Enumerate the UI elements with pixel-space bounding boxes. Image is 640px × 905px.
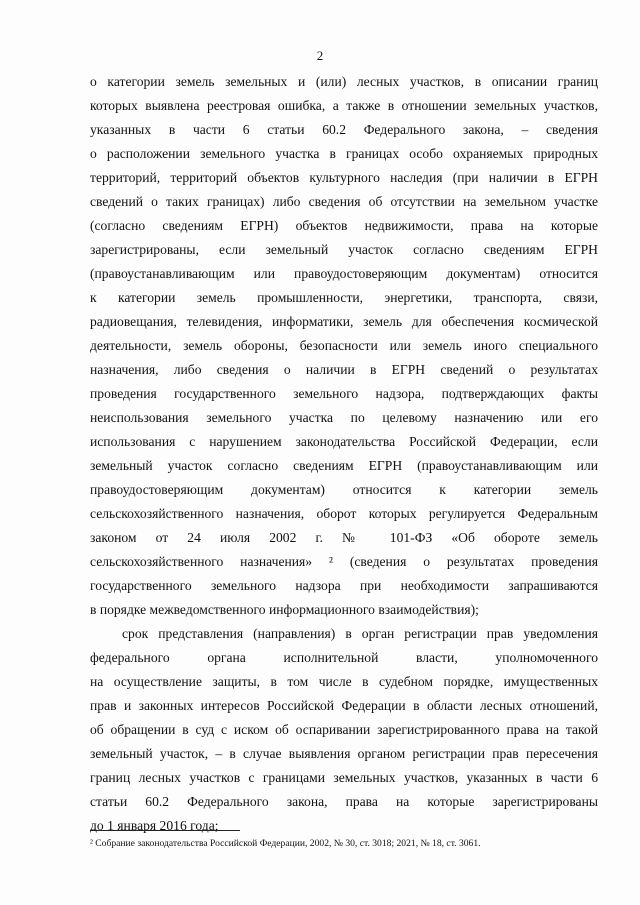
text-line: сельскохозяйственного назначения» ² (сведения о результатах проведения <box>90 554 598 569</box>
text-line: которых выявлена реестровая ошибка, а также в отношении земельных участков, <box>90 98 598 113</box>
text-line: сведений о таких границах) либо сведения об отсутствии на земельном участке <box>90 194 598 209</box>
text-line: федерального органа исполнительной власти, уполномоченного <box>90 650 598 665</box>
text-line: сельскохозяйственного назначения, оборот которых регулируется Федеральным <box>90 506 598 521</box>
text-line: законом от 24 июля 2002 г. № 101-ФЗ «Об обороте земель <box>90 530 598 545</box>
text-line: до 1 января 2016 года; <box>90 818 219 833</box>
text-line: зарегистрированы, если земельный участок согласно сведениям ЕГРН <box>90 242 598 257</box>
text-line: границ лесных участков с границами земельных участков, указанных в части 6 <box>90 770 598 785</box>
text-line: проведения государственного земельного надзора, подтверждающих факты <box>90 386 598 401</box>
text-line: указанных в части 6 статьи 60.2 Федерального закона, – сведения <box>90 122 598 137</box>
text-line: статьи 60.2 Федерального закона, права на которые зарегистрированы <box>90 794 598 809</box>
text-line: прав и законных интересов Российской Федерации в области лесных отношений, <box>90 698 598 713</box>
text-line: государственного земельного надзора при необходимости запрашиваются <box>90 578 598 593</box>
text-line: неиспользования земельного участка по целевому назначению или его <box>90 410 598 425</box>
footnote: ² Собрание законодательства Российской Федерации, 2002, № 30, ст. 3018; 2021, № 18, ст. 3061. <box>90 838 481 849</box>
text-line: в порядке межведомственного информационного взаимодействия); <box>90 602 479 617</box>
text-line: правоудостоверяющим документам) относится к категории земель <box>90 482 598 497</box>
text-line: назначения, либо сведения о наличии в ЕГРН сведений о результатах <box>90 362 598 377</box>
text-line: на осуществление защиты, в том числе в судебном порядке, имущественных <box>90 674 598 689</box>
page-number: 2 <box>316 48 324 63</box>
text-line: об обращении в суд с иском об оспаривании зарегистрированного права на такой <box>90 722 598 737</box>
text-line: о расположении земельного участка в границах особо охраняемых природных <box>90 146 598 161</box>
text-line: земельный участок согласно сведениям ЕГРН (правоустанавливающим или <box>90 458 598 473</box>
text-line: срок представления (направления) в орган регистрации прав уведомления <box>122 626 598 641</box>
text-line: к категории земель промышленности, энергетики, транспорта, связи, <box>90 290 598 305</box>
text-line: радиовещания, телевидения, информатики, земель для обеспечения космической <box>90 314 598 329</box>
footnote-divider <box>90 830 240 831</box>
text-line: о категории земель земельных и (или) лесных участков, в описании границ <box>90 74 598 89</box>
text-line: земельный участок, – в случае выявления органом регистрации прав пересечения <box>90 746 598 761</box>
text-line: (правоустанавливающим или правоудостоверяющим документам) относится <box>90 266 598 281</box>
text-line: территорий, территорий объектов культурного наследия (при наличии в ЕГРН <box>90 170 598 185</box>
text-line: деятельности, земель обороны, безопасности или земель иного специального <box>90 338 598 353</box>
text-line: (согласно сведениям ЕГРН) объектов недвижимости, права на которые <box>90 218 598 233</box>
text-line: использования с нарушением законодательства Российской Федерации, если <box>90 434 598 449</box>
